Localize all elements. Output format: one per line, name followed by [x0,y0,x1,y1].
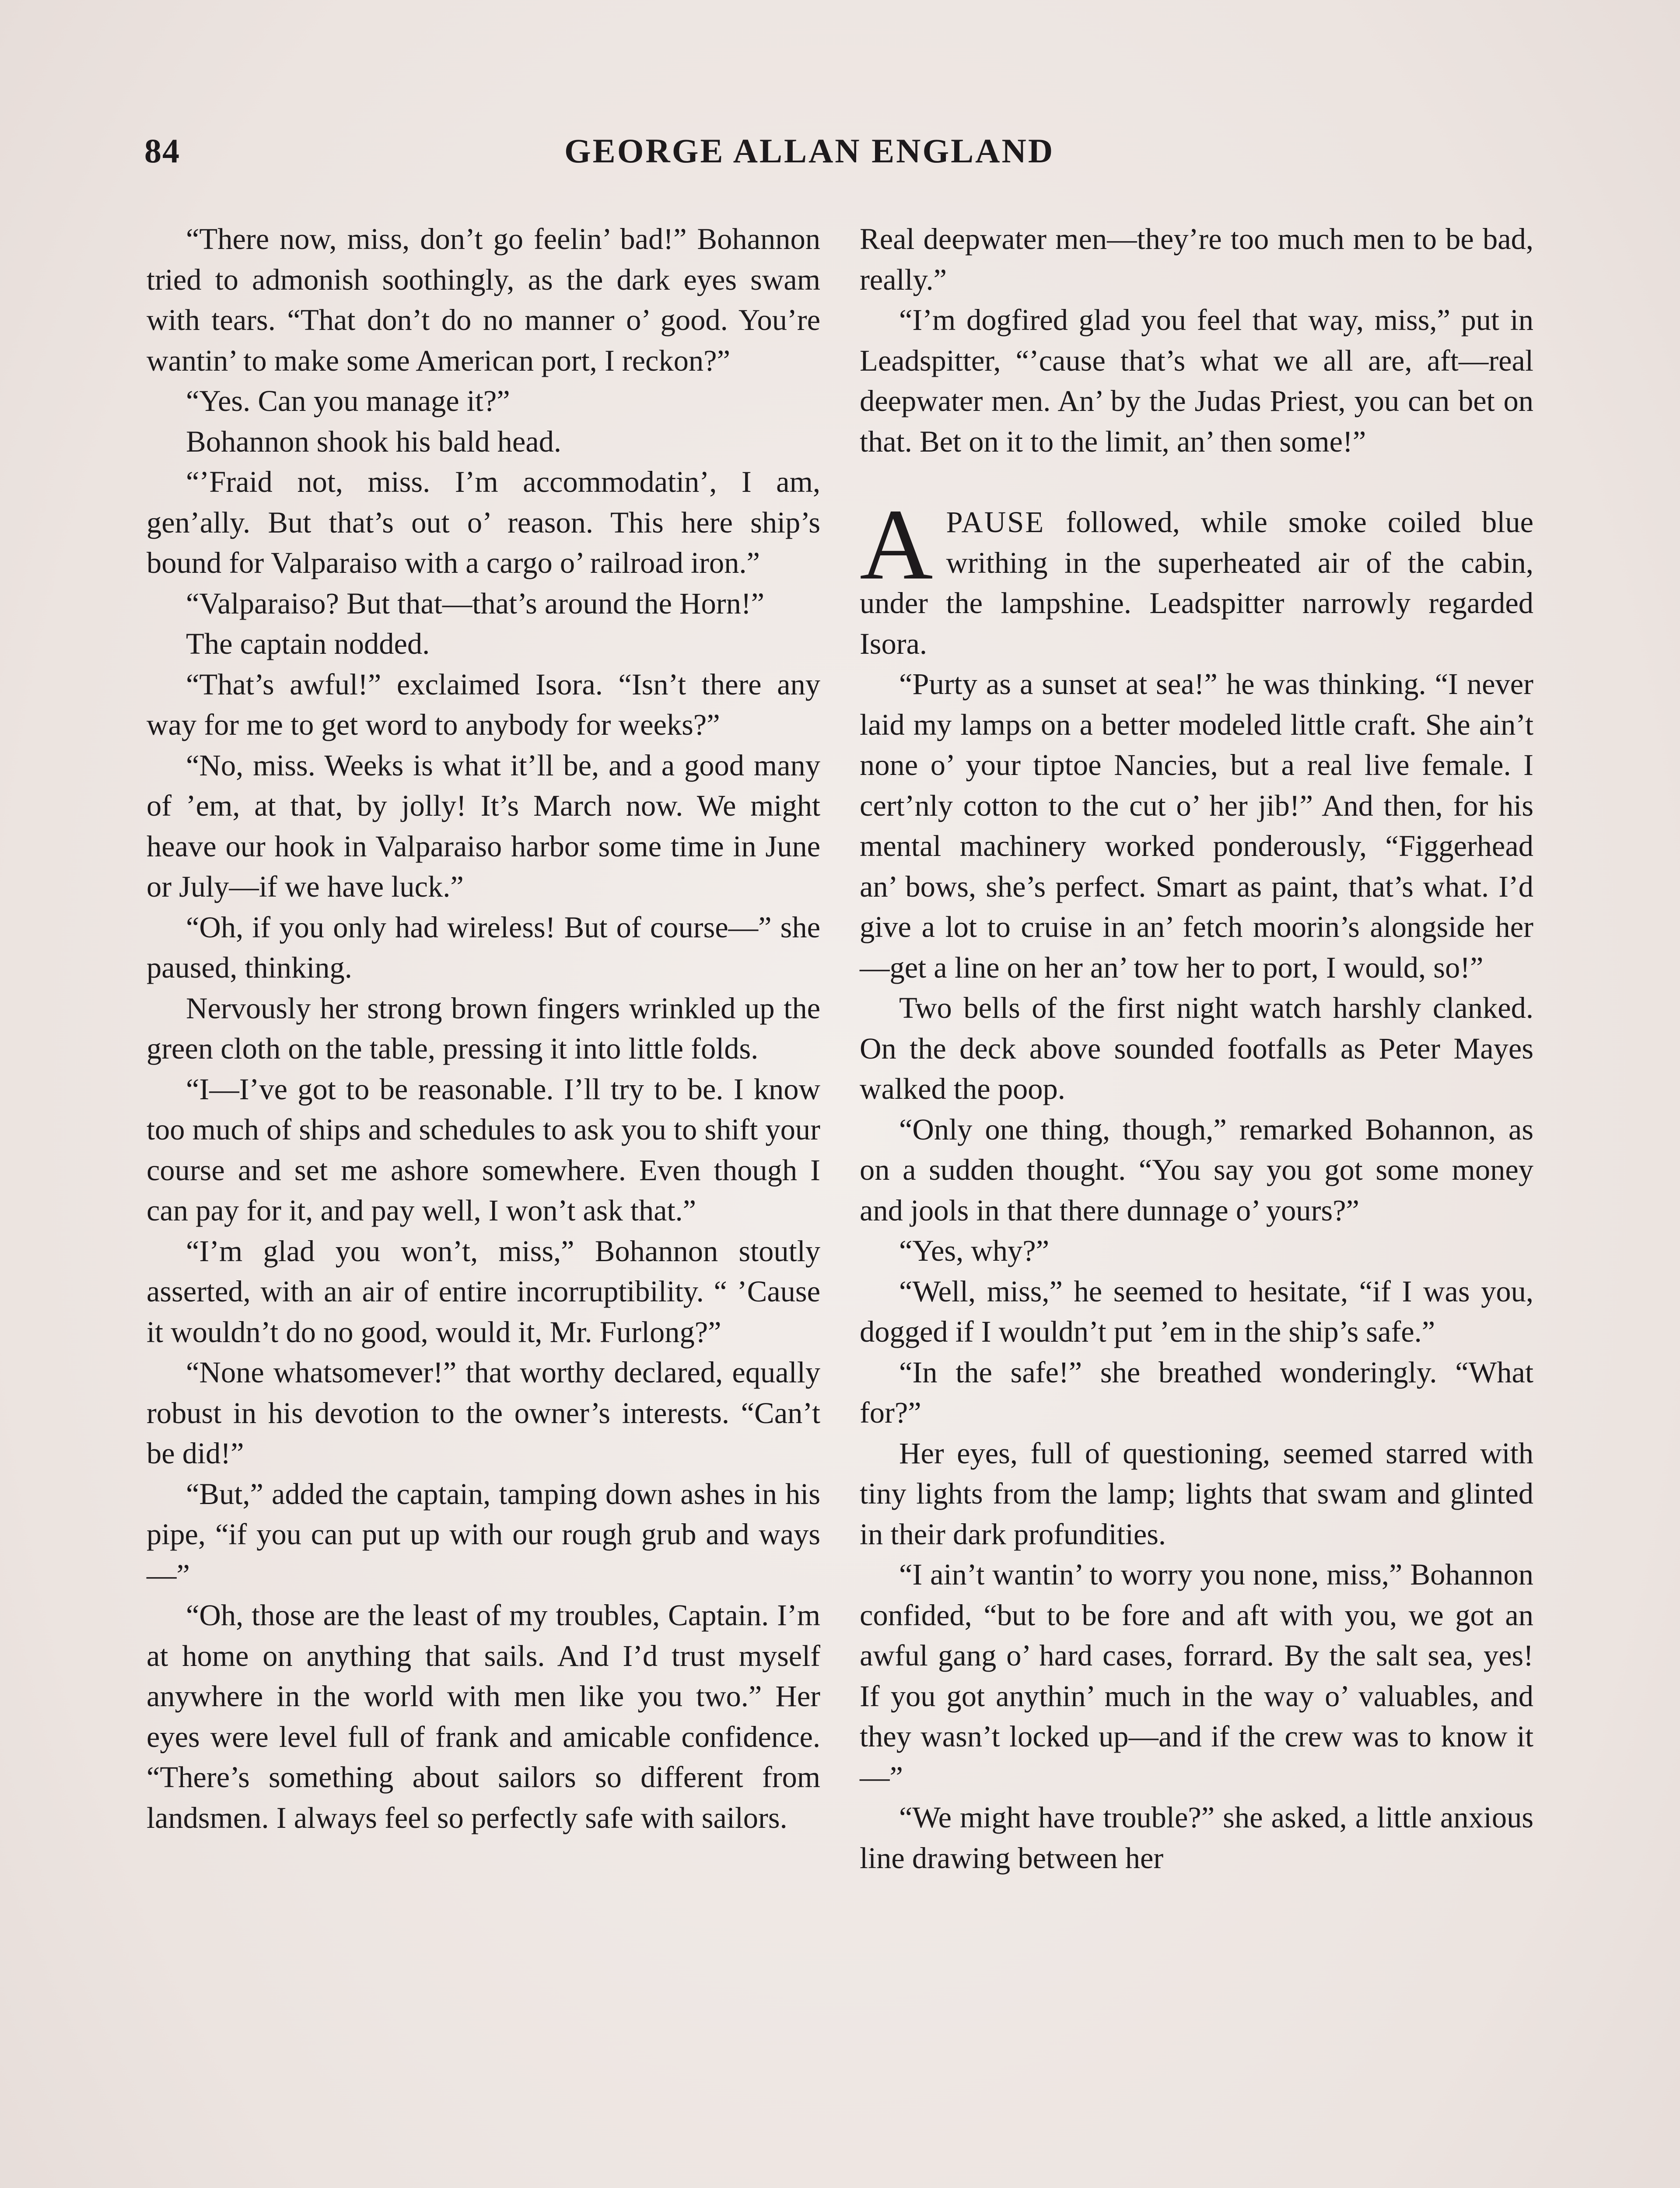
page-number: 84 [144,132,180,170]
paragraph: “Yes, why?” [899,1234,1050,1267]
paragraph: “Valparaiso? But that—that’s around the Horn!” [186,586,765,620]
paragraph: “I—I’ve got to be reasonable. I’ll try to be. I know too much of ships and schedules to ask you to shift your course and set me ashore somewhere. Even though I can pay for it, and pay well, I won’t ask that.” [147,1072,820,1227]
right-text-column [860,219,1533,1878]
paragraph: “Yes. Can you manage it?” [186,384,510,417]
paragraph: Two bells of the first night watch harshly clanked. On the deck above sounded footfalls as Peter Mayes walked the poop. [860,991,1533,1105]
paragraph-continuation: Real deepwater men—they’re too much men to be bad, really.” [860,222,1533,296]
dropcap-paragraph [860,488,1533,664]
paragraph: “Well, miss,” he seemed to hesitate, “if I was you, dogged if I wouldn’t put ’em in the ship’s safe.” [860,1274,1533,1348]
left-text-column [147,219,820,1838]
paragraph: “’Fraid not, miss. I’m accommodatin’, I am, gen’ally. But that’s out o’ reason. This here ship’s bound for Valparaiso with a cargo o’ railroad iron.” [147,465,820,579]
paragraph: “No, miss. Weeks is what it’ll be, and a good many of ’em, at that, by jolly! It’s March now. We might heave our hook in Valparaiso harbor some time in June or July—if we have luck.” [147,748,820,903]
running-head-title: GEORGE ALLAN ENGLAND [564,132,1055,170]
paragraph: “Only one thing, though,” remarked Bohannon, as on a sudden thought. “You say you got some money and jools in that there dunnage o’ yours?” [860,1112,1533,1227]
paragraph: “I’m glad you won’t, miss,” Bohannon stoutly asserted, with an air of entire incorruptibility. “ ’Cause it wouldn’t do no good, would it, Mr. Furlong?” [147,1234,820,1349]
paragraph: “We might have trouble?” she asked, a little anxious line drawing between her [860,1801,1533,1875]
paragraph: “Oh, if you only had wireless! But of course—” she paused, thinking. [147,910,820,984]
paragraph: “Purty as a sunset at sea!” he was thinking. “I never laid my lamps on a better modeled little craft. She ain’t none o’ your tiptoe Nancies, but a real live female. I cert’nly cotton to the cut o’ her jib!” And then, for his mental machinery worked ponderously, “Figgerhead an’ bows, she’s perfect. Smart as paint, that’s what. I’d give a lot to cruise in an’ fetch moorin’s alongside her—get a line on her an’ tow her to port, I would, so!” [860,667,1533,984]
dropcap-paragraph-text: followed, while smoke coiled blue writhing in the superheated air of the cabin, under the lampshine. Leadspitter narrowly regarded Isora. [860,505,1533,660]
paragraph: The captain nodded. [186,627,430,660]
paragraph: “None whatsomever!” that worthy declared, equally robust in his devotion to the owner’s interests. “Can’t be did!” [147,1356,820,1470]
paragraph: Bohannon shook his bald head. [186,424,562,458]
paragraph: “But,” added the captain, tamping down ashes in his pipe, “if you can put up with our rough grub and ways—” [147,1477,820,1592]
paragraph: “That’s awful!” exclaimed Isora. “Isn’t there any way for me to get word to anybody for weeks?” [147,667,820,741]
paragraph: “In the safe!” she breathed wonderingly. “What for?” [860,1355,1533,1429]
dropcap-word-rest: PAUSE [946,505,1045,539]
paragraph: “There now, miss, don’t go feelin’ bad!” Bohannon tried to admonish soothingly, as the dark eyes swam with tears. “That don’t do no manner o’ good. You’re wantin’ to make some American port, I reckon?” [147,222,820,377]
paragraph: Her eyes, full of questioning, seemed starred with tiny lights from the lamp; lights that swam and glinted in their dark profundities. [860,1436,1533,1551]
paragraph: “I ain’t wantin’ to worry you none, miss,” Bohannon confided, “but to be fore and aft with you, we got an awful gang o’ hard cases, forrard. By the salt sea, yes! If you got anythin’ much in the way o’ valuables, and they wasn’t locked up—and if the crew was to know it—” [860,1558,1533,1794]
dropcap-letter: A [860,488,933,601]
paragraph: “I’m dogfired glad you feel that way, miss,” put in Leadspitter, “’cause that’s what we all are, aft—real deepwater men. An’ by the Judas Priest, you can bet on that. Bet on it to the limit, an’ then some!” [860,303,1533,458]
paragraph: “Oh, those are the least of my troubles, Captain. I’m at home on anything that sails. And I’d trust myself anywhere in the world with men like you two.” Her eyes were level full of frank and amicable confidence. “There’s something about sailors so different from landsmen. I always feel so perfectly safe with sailors. [147,1599,820,1834]
paragraph: Nervously her strong brown fingers wrinkled up the green cloth on the table, pressing it into little folds. [147,991,820,1065]
